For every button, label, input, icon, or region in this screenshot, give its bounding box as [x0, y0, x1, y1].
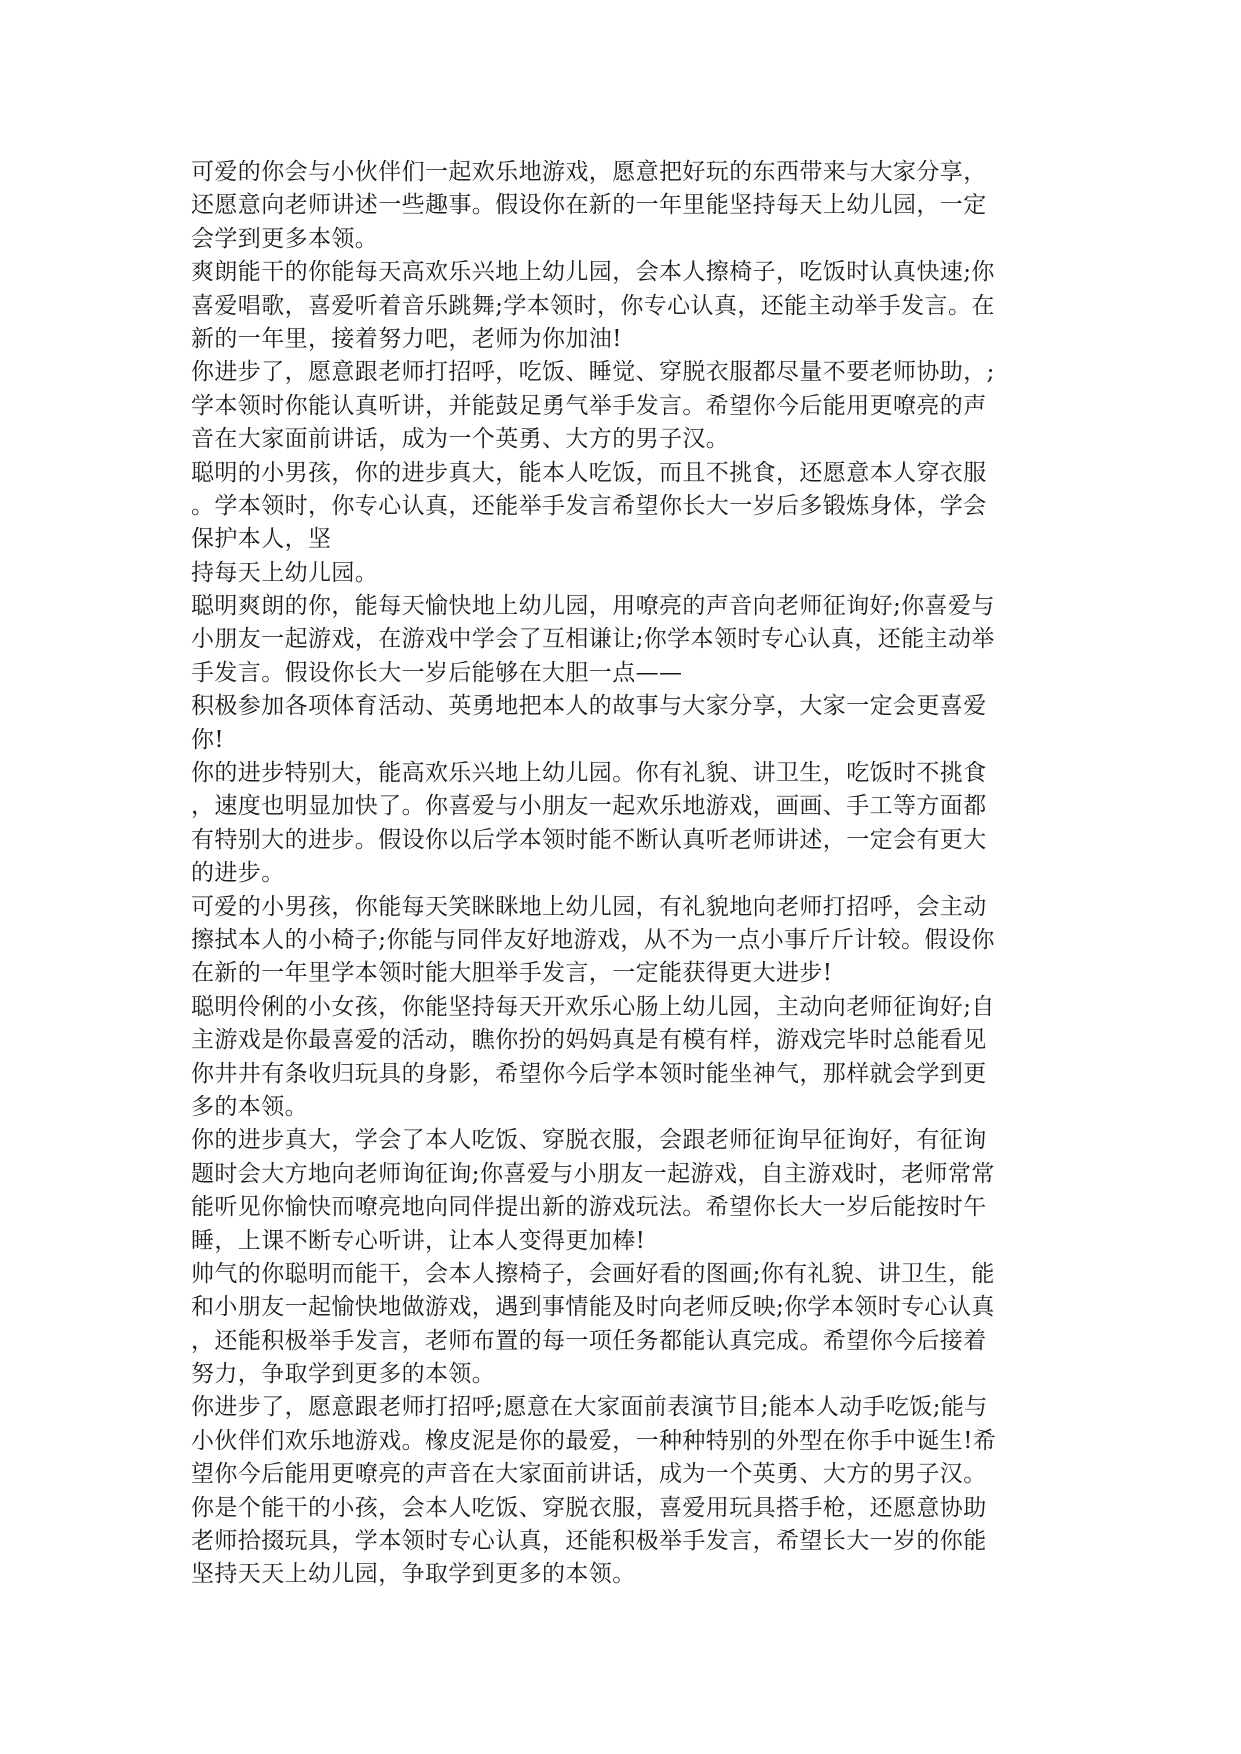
- text-line: 老师拾掇玩具，学本领时专心认真，还能积极举手发言，希望长大一岁的你能: [191, 1528, 987, 1555]
- text-line: 的进步。: [191, 860, 285, 887]
- text-line: 音在大家面前讲话，成为一个英勇、大方的男子汉。: [191, 426, 730, 453]
- text-line: 学本领时你能认真听讲，并能鼓足勇气举手发言。希望你今后能用更嘹亮的声: [191, 392, 987, 419]
- text-line: 聪明伶俐的小女孩，你能坚持每天开欢乐心肠上幼儿园，主动向老师征询好;自: [191, 993, 995, 1020]
- text-line: ，还能积极举手发言，老师布置的每一项任务都能认真完成。希望你今后接着: [191, 1327, 987, 1354]
- text-line: 主游戏是你最喜爱的活动，瞧你扮的妈妈真是有模有样，游戏完毕时总能看见: [191, 1027, 987, 1054]
- text-line: 在新的一年里学本领时能大胆举手发言，一定能获得更大进步!: [191, 960, 833, 987]
- text-line: 手发言。假设你长大一岁后能够在大胆一点——: [191, 659, 683, 686]
- text-line: 多的本领。: [191, 1093, 308, 1120]
- text-line: 保护本人，坚: [191, 526, 332, 553]
- text-line: 持每天上幼儿园。: [191, 559, 379, 586]
- text-line: 你井井有条收归玩具的身影，希望你今后学本领时能坐神气，那样就会学到更: [191, 1060, 987, 1087]
- text-line: 望你今后能用更嘹亮的声音在大家面前讲话，成为一个英勇、大方的男子汉。: [191, 1461, 987, 1488]
- text-line: 喜爱唱歌，喜爱听着音乐跳舞;学本领时，你专心认真，还能主动举手发言。在: [191, 292, 995, 319]
- text-line: 会学到更多本领。: [191, 225, 379, 252]
- text-line: 。学本领时，你专心认真，还能举手发言希望你长大一岁后多锻炼身体，学会: [191, 492, 987, 519]
- text-line: 你是个能干的小孩，会本人吃饭、穿脱衣服，喜爱用玩具搭手枪，还愿意协助: [191, 1494, 987, 1521]
- text-line: 聪明爽朗的你，能每天愉快地上幼儿园，用嘹亮的声音向老师征询好;你喜爱与: [191, 593, 995, 620]
- text-line: 你的进步真大，学会了本人吃饭、穿脱衣服，会跟老师征询早征询好，有征询: [191, 1127, 987, 1154]
- text-line: 小伙伴们欢乐地游戏。橡皮泥是你的最爱，一种种特别的外型在你手中诞生!希: [191, 1427, 997, 1454]
- text-line: 可爱的小男孩，你能每天笑眯眯地上幼儿园，有礼貌地向老师打招呼，会主动: [191, 893, 987, 920]
- text-line: 小朋友一起游戏，在游戏中学会了互相谦让;你学本领时专心认真，还能主动举: [191, 626, 995, 653]
- text-line: 能听见你愉快而嘹亮地向同伴提出新的游戏玩法。希望你长大一岁后能按时午: [191, 1194, 987, 1221]
- text-line: 积极参加各项体育活动、英勇地把本人的故事与大家分享，大家一定会更喜爱: [191, 693, 987, 720]
- text-line: 擦拭本人的小椅子;你能与同伴友好地游戏，从不为一点小事斤斤计较。假设你: [191, 926, 995, 953]
- text-line: 可爱的你会与小伙伴们一起欢乐地游戏，愿意把好玩的东西带来与大家分享，: [191, 159, 987, 185]
- text-line: 你!: [191, 726, 225, 753]
- text-line: 你进步了，愿意跟老师打招呼，吃饭、睡觉、穿脱衣服都尽量不要老师协助，;: [191, 359, 995, 386]
- text-line: 新的一年里，接着努力吧，老师为你加油!: [191, 325, 622, 352]
- text-line: 帅气的你聪明而能干，会本人擦椅子，会画好看的图画;你有礼貌、讲卫生，能: [191, 1260, 995, 1287]
- text-line: 聪明的小男孩，你的进步真大，能本人吃饭，而且不挑食，还愿意本人穿衣服: [191, 459, 987, 486]
- text-line: 你进步了，愿意跟老师打招呼;愿意在大家面前表演节目;能本人动手吃饭;能与: [191, 1394, 988, 1421]
- text-line: 你的进步特别大，能高欢乐兴地上幼儿园。你有礼貌、讲卫生，吃饭时不挑食: [191, 760, 987, 787]
- document-body: [191, 156, 1051, 1592]
- text-line: 爽朗能干的你能每天高欢乐兴地上幼儿园，会本人擦椅子，吃饭时认真快速;你: [191, 259, 995, 286]
- text-line: ，速度也明显加快了。你喜爱与小朋友一起欢乐地游戏，画画、手工等方面都: [191, 793, 987, 820]
- text-line: 睡，上课不断专心听讲，让本人变得更加棒!: [191, 1227, 646, 1254]
- text-line: 坚持天天上幼儿园，争取学到更多的本领。: [191, 1561, 636, 1588]
- text-line: 和小朋友一起愉快地做游戏，遇到事情能及时向老师反映;你学本领时专心认真: [191, 1294, 995, 1321]
- text-line: 努力，争取学到更多的本领。: [191, 1361, 496, 1388]
- text-line: 题时会大方地向老师询征询;你喜爱与小朋友一起游戏，自主游戏时，老师常常: [191, 1160, 995, 1187]
- text-line: 还愿意向老师讲述一些趣事。假设你在新的一年里能坚持每天上幼儿园，一定: [191, 192, 987, 219]
- text-line: 有特别大的进步。假设你以后学本领时能不断认真听老师讲述，一定会有更大: [191, 826, 987, 853]
